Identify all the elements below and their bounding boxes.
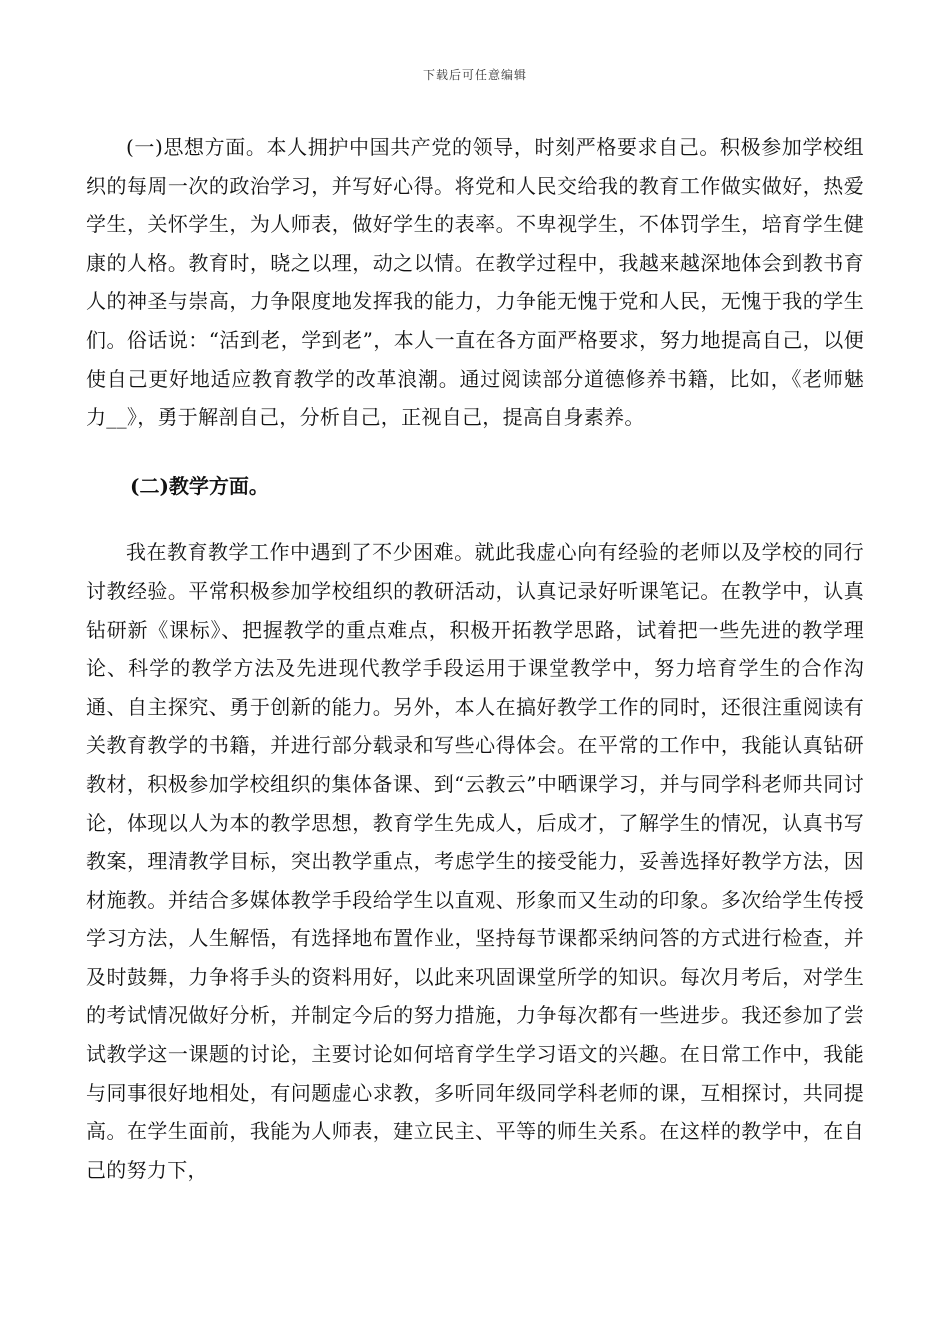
spacer (86, 505, 864, 533)
document-body (86, 128, 864, 1189)
paragraph-ideology: (一)思想方面。本人拥护中国共产党的领导，时刻严格要求自己。积极参加学校组织的每周一次的政治学习，并写好心得。将党和人民交给我的教育工作做实做好，热爱学生，关怀学生，为人师表，做好学生的表率。不卑视学生，不体罚学生，培育学生健康的人格。教育时，晓之以理，动之以情。在教学过程中，我越来越深地体会到教书育人的神圣与崇高，力争限度地发挥我的能力，力争能无愧于党和人民，无愧于我的学生们。俗话说：“活到老，学到老”，本人一直在各方面严格要求，努力地提高自己，以便使自己更好地适应教育教学的改革浪潮。通过阅读部分道德修养书籍，比如，《老师魅力__》，勇于解剖自己，分析自己，正视自己，提高自身素养。 (86, 135, 864, 430)
paragraph-teaching: 我在教育教学工作中遇到了不少困难。就此我虚心向有经验的老师以及学校的同行讨教经验。平常积极参加学校组织的教研活动，认真记录好听课笔记。在教学中，认真钻研新《课标》、把握教学的重点难点，积极开拓教学思路，试着把一些先进的教学理论、科学的教学方法及先进现代教学手段运用于课堂教学中，努力培育学生的合作沟通、自主探究、勇于创新的能力。另外，本人在搞好教学工作的同时，还很注重阅读有关教育教学的书籍，并进行部分载录和写些心得体会。在平常的工作中，我能认真钻研教材，积极参加学校组织的集体备课、到“云教云”中晒课学习，并与同学科老师共同讨论，体现以人为本的教学思想，教育学生先成人，后成才，了解学生的情况，认真书写教案，理清教学目标，突出教学重点，考虑学生的接受能力，妥善选择好教学方法，因材施教。并结合多媒体教学手段给学生以直观、形象而又生动的印象。多次给学生传授学习方法，人生解悟，有选择地布置作业，坚持每节课都采纳问答的方式进行检查，并及时鼓舞，力争将手头的资料用好，以此来巩固课堂所学的知识。每次月考后，对学生的考试情况做好分析，并制定今后的努力措施，力争每次都有一些进步。我还参加了尝试教学这一课题的讨论，主要讨论如何培育学生学习语文的兴趣。在日常工作中，我能与同事很好地相处，有问题虚心求教，多听同年级同学科老师的课，互相探讨，共同提高。在学生面前，我能为人师表，建立民主、平等的师生关系。在这样的教学中，在自己的努力下， (86, 540, 864, 1182)
spacer (86, 437, 864, 467)
page-header: 下载后可任意编辑 (422, 68, 527, 82)
section-heading-teaching: (二)教学方面。 (130, 473, 269, 498)
